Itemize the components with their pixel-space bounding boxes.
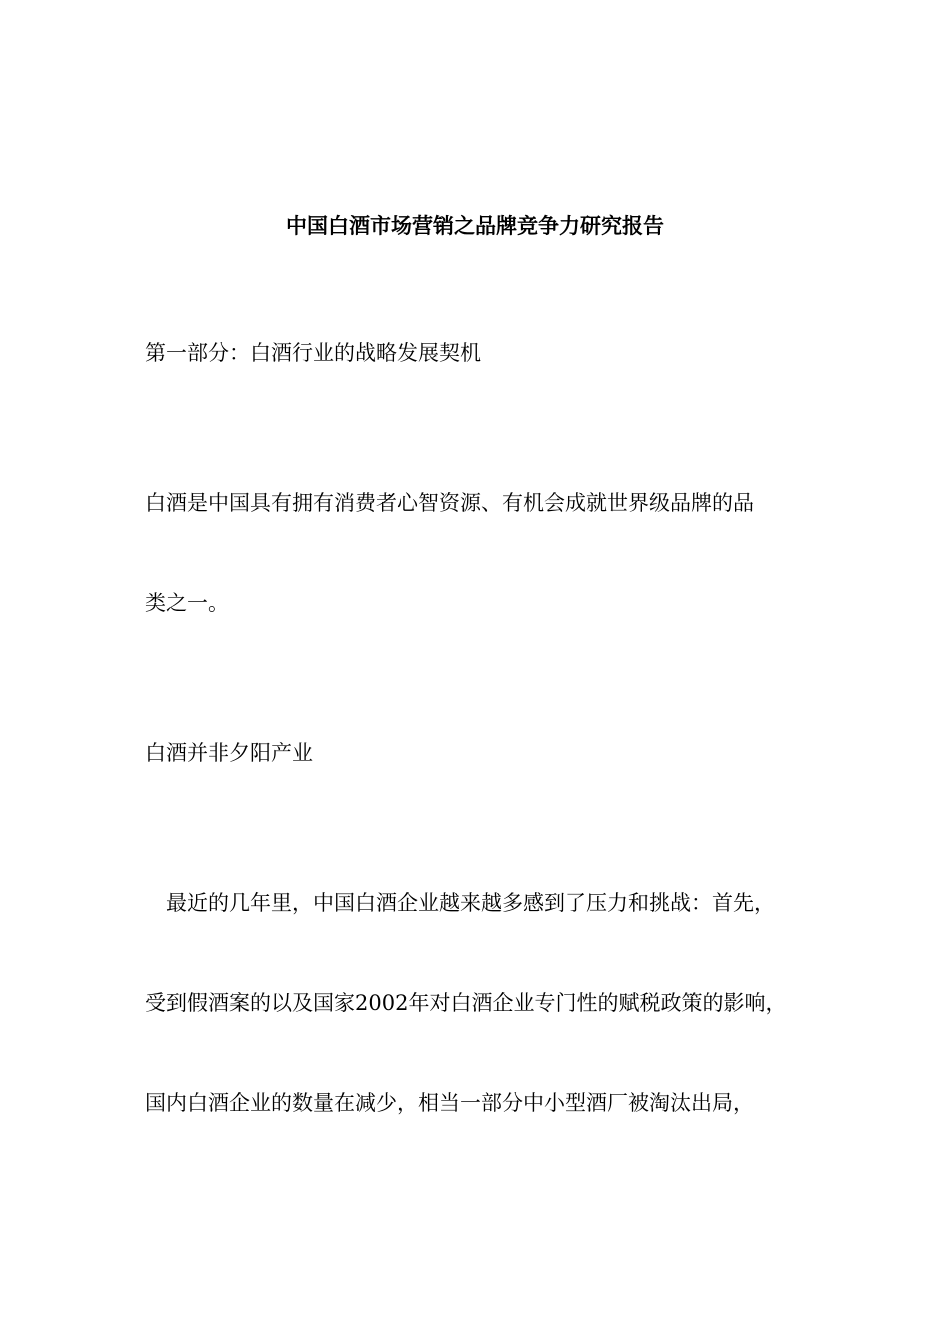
section-heading: 第一部分：白酒行业的战略发展契机	[145, 341, 481, 365]
paragraph-line: 受到假酒案的以及国家2002年对白酒企业专门性的赋税政策的影响，	[145, 991, 787, 1015]
paragraph-line: 国内白酒企业的数量在减少，相当一部分中小型酒厂被淘汰出局，	[145, 1091, 754, 1115]
paragraph-line: 类之一。	[145, 591, 229, 615]
paragraph-line: 最近的几年里，中国白酒企业越来越多感到了压力和挑战：首先，	[145, 891, 775, 915]
paragraph-line: 白酒是中国具有拥有消费者心智资源、有机会成就世界级品牌的品	[145, 491, 754, 515]
subheading: 白酒并非夕阳产业	[145, 741, 313, 765]
document-title: 中国白酒市场营销之品牌竞争力研究报告	[286, 213, 664, 238]
